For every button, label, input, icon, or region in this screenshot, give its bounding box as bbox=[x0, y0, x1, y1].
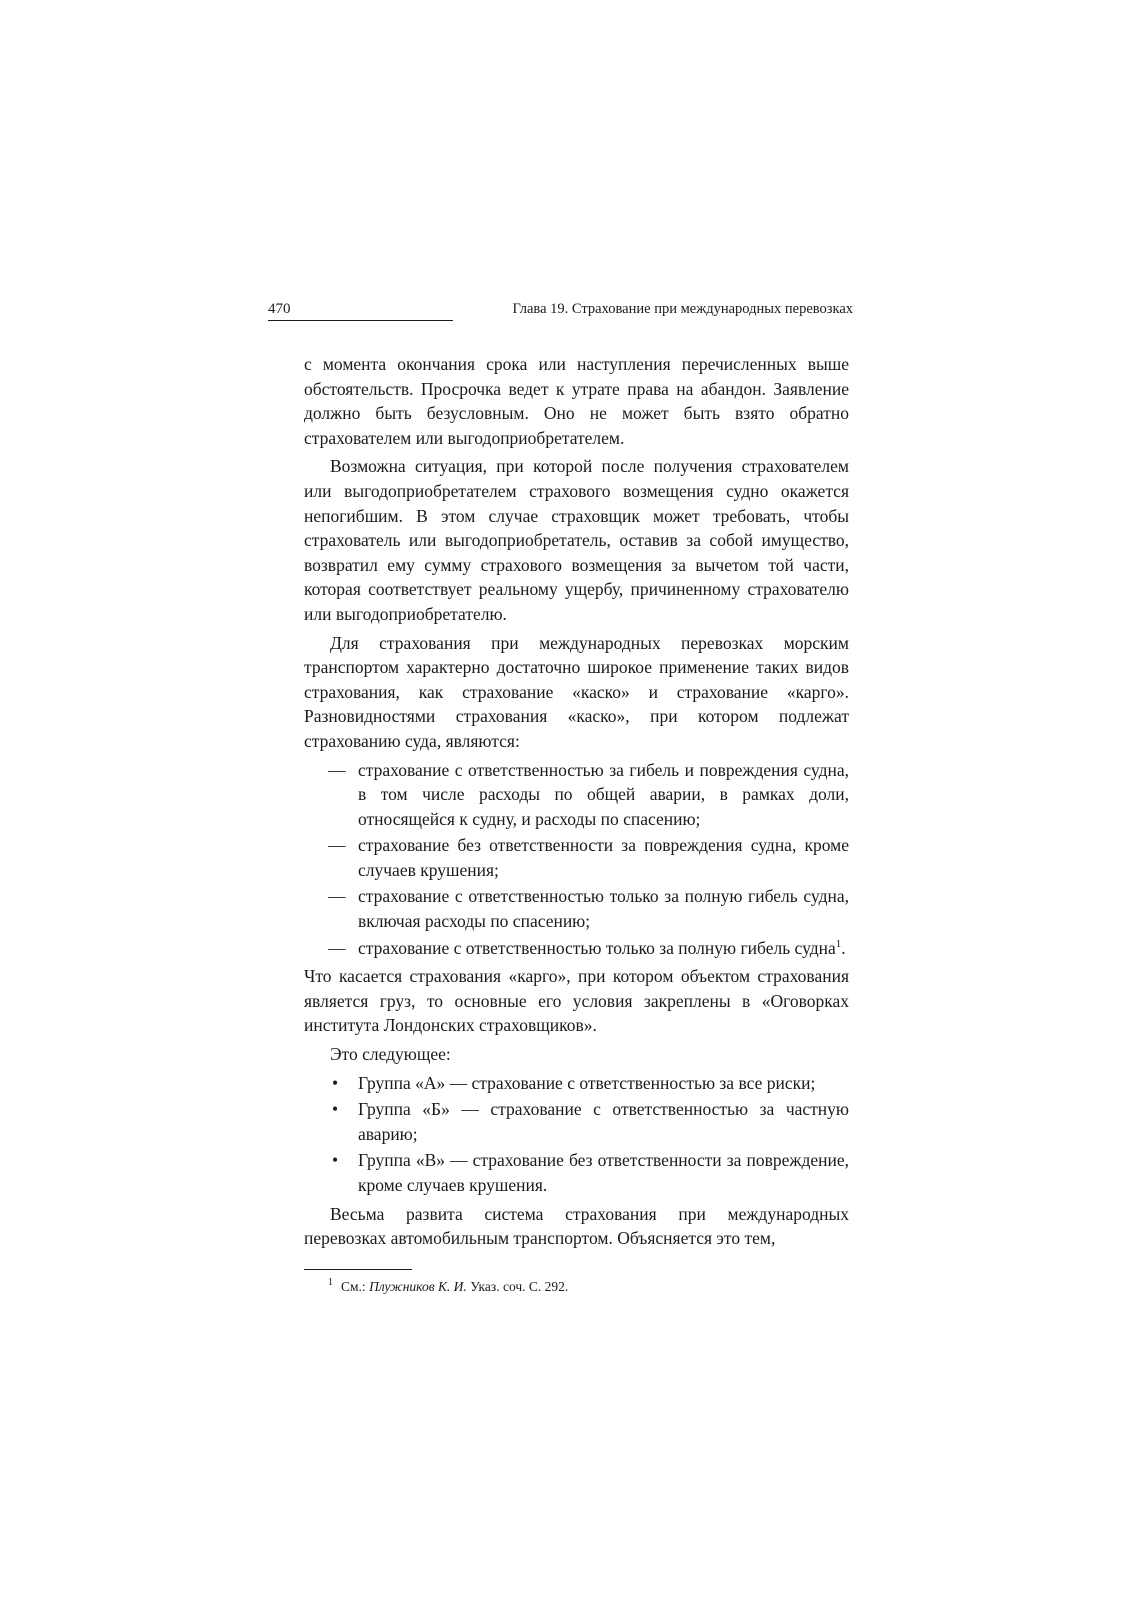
list-item-text: Группа «В» — страхование без ответственности за повреждение, кроме случаев крушения. bbox=[358, 1150, 849, 1195]
paragraph: Возможна ситуация, при которой после получения страхователем или выгодоприобретателем страхового возмещения судно окажется непогибшим. В этом случае страховщик может требовать, чтобы страхователь или выгодоприобретатель, оставив за собой имущество, возвратил ему сумму страхового возмещения за вычетом той части, которая соответствует реальному ущербу, причиненному страхователю или выгодоприобретателю. bbox=[304, 456, 849, 624]
paragraph: Что касается страхования «карго», при котором объектом страхования является груз, то основные его условия закреплены в «Оговорках института Лондонских страховщиков». bbox=[304, 966, 849, 1036]
chapter-title: Глава 19. Страхование при международных перевозках bbox=[512, 301, 853, 317]
cargo-groups-list bbox=[304, 1071, 849, 1198]
list-item-text: Группа «А» — страхование с ответственностью за все риски; bbox=[358, 1072, 816, 1093]
list-item bbox=[304, 758, 849, 832]
book-page bbox=[268, 298, 853, 1296]
footnote-text: Указ. соч. С. 292. bbox=[466, 1278, 569, 1294]
dash-marker: — bbox=[328, 759, 346, 780]
list-item bbox=[304, 1071, 849, 1096]
footnote-reference: 1 bbox=[835, 937, 842, 950]
casco-types-list bbox=[304, 758, 849, 961]
list-item-text: страхование с ответственностью только за полную гибель судна bbox=[358, 937, 836, 958]
paragraph: Это следующее: bbox=[330, 1044, 451, 1065]
list-item-text: страхование с ответственностью за гибель и повреждения судна, в том числе расходы по общей аварии, в рамках доли, относящейся к судну, и расходы по спасению; bbox=[358, 759, 849, 829]
footnote-number: 1 bbox=[328, 1277, 333, 1289]
dash-marker: — bbox=[328, 937, 346, 958]
list-item-text: страхование с ответственностью только за полную гибель судна, включая расходы по спасению; bbox=[358, 886, 849, 932]
footnote-prefix: См.: bbox=[341, 1278, 370, 1294]
main-text bbox=[304, 352, 849, 1251]
page-number: 470 bbox=[268, 301, 291, 317]
list-item bbox=[304, 1097, 849, 1146]
list-item-text: страхование без ответственности за повреждения судна, кроме случаев крушения; bbox=[358, 835, 849, 880]
bullet-marker: • bbox=[332, 1072, 339, 1093]
running-head bbox=[268, 298, 853, 324]
dash-marker: — bbox=[328, 835, 346, 856]
dash-marker: — bbox=[328, 886, 346, 907]
header-rule bbox=[268, 320, 453, 321]
list-item bbox=[304, 1148, 849, 1197]
footnote-rule bbox=[304, 1269, 412, 1270]
bullet-marker: • bbox=[332, 1150, 339, 1171]
list-item bbox=[304, 936, 849, 961]
list-item bbox=[304, 833, 849, 882]
bullet-marker: • bbox=[332, 1099, 339, 1120]
list-item bbox=[304, 884, 849, 933]
paragraph: Весьма развита система страхования при международных перевозках автомобильным транспортом. Объясняется это тем, bbox=[304, 1203, 849, 1249]
footnote-author: Плужников К. И. bbox=[369, 1278, 467, 1294]
list-item-text: Группа «Б» — страхование с ответственностью за частную аварию; bbox=[358, 1099, 849, 1144]
paragraph: с момента окончания срока или наступления перечисленных выше обстоятельств. Просрочка ведет к утрате права на абандон. Заявление должно быть безусловным. Оно не может быть взято обратно страхователем или выгодоприобретателем. bbox=[304, 354, 849, 448]
footnote bbox=[328, 1278, 853, 1296]
list-item-end: . bbox=[841, 937, 846, 958]
paragraph: Для страхования при международных перевозках морским транспортом характерно достаточно широкое применение таких видов страхования, как страхование «каско» и страхование «карго». Разновидностями страхования «каско», при котором подлежат страхованию суда, являются: bbox=[304, 632, 849, 751]
